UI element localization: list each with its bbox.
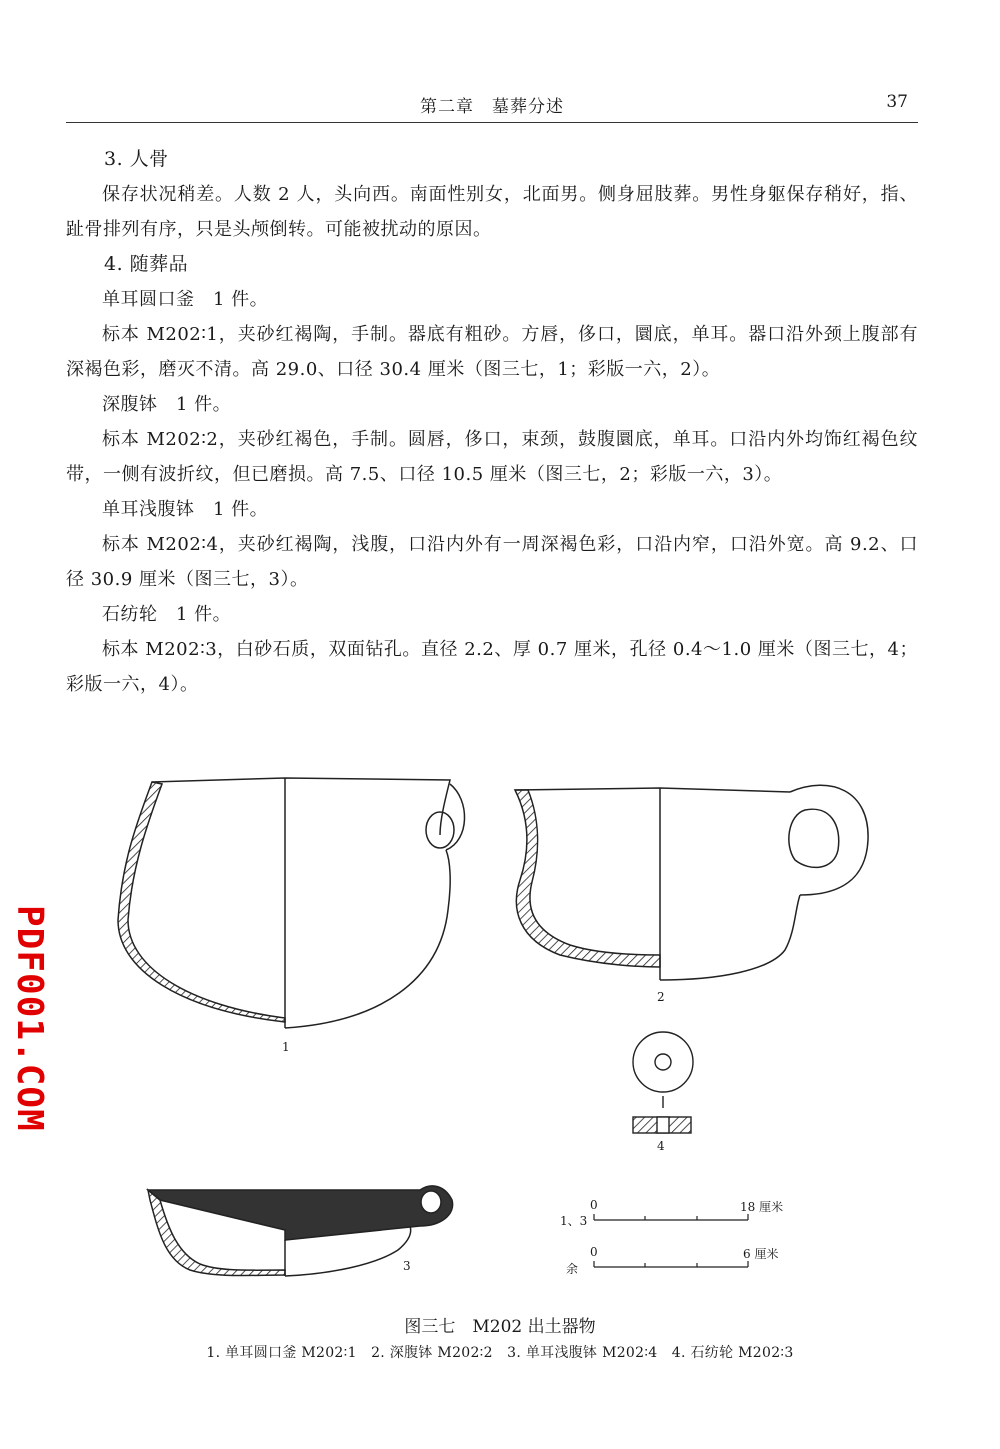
item-desc-2: 标本 M202∶2，夹砂红褐色，手制。圆唇，侈口，束颈，鼓腹圜底，单耳。口沿内外均饰红褐色纹带，一侧有波折纹，但已磨损。高 7.5、口径 10.5 厘米（图三七，2；彩版一六，3）。	[66, 429, 918, 485]
figure-legend: 1. 单耳圆口釜 M202∶1 2. 深腹钵 M202∶2 3. 单耳浅腹钵 M202∶4 4. 石纺轮 M202∶3	[206, 1345, 794, 1361]
watermark-text: PDF001.COM	[9, 905, 50, 1132]
figure-label-2: 2	[657, 990, 665, 1004]
artifact-drawings	[0, 760, 1000, 1320]
section-heading-bones: 3. 人骨	[104, 148, 169, 170]
body-text	[66, 142, 918, 702]
scale2-group-label: 余	[566, 1262, 579, 1276]
scale1-group-label: 1、3	[560, 1214, 588, 1228]
artifact-1-cauldron-drawing	[118, 778, 465, 1028]
item-name-3: 单耳浅腹钵 1 件。	[102, 499, 269, 520]
scale-bars	[594, 1214, 748, 1267]
scale1-zero: 0	[590, 1198, 598, 1212]
item-desc-1: 标本 M202∶1，夹砂红褐陶，手制。器底有粗砂。方唇，侈口，圜底，单耳。器口沿外颈上腹部有深褐色彩，磨灭不清。高 29.0、口径 30.4 厘米（图三七，1；彩版一六，2）。	[66, 324, 918, 380]
figure-label-3: 3	[403, 1259, 411, 1273]
artifact-2-bowl-drawing	[515, 785, 868, 980]
chapter-title: 第二章 墓葬分述	[420, 97, 564, 117]
scale2-end: 6 厘米	[743, 1247, 779, 1261]
figure-37	[0, 760, 1000, 1320]
item-name-1: 单耳圆口釜 1 件。	[102, 289, 269, 310]
figure-caption: 图三七 M202 出土器物	[404, 1317, 596, 1337]
item-name-4: 石纺轮 1 件。	[102, 604, 232, 625]
item-desc-3: 标本 M202∶4，夹砂红褐陶，浅腹，口沿内外有一周深褐色彩，口沿内窄，口沿外宽。高 9.2、口径 30.9 厘米（图三七，3）。	[66, 534, 918, 590]
page-number: 37	[886, 92, 908, 112]
item-desc-4: 标本 M202∶3，白砂石质，双面钻孔。直径 2.2、厚 0.7 厘米，孔径 0.4～1.0 厘米（图三七，4；彩版一六，4）。	[66, 639, 918, 695]
figure-label-4: 4	[657, 1139, 665, 1153]
scale2-zero: 0	[590, 1245, 598, 1259]
item-name-2: 深腹钵 1 件。	[102, 394, 232, 415]
figure-label-1: 1	[282, 1040, 290, 1054]
artifact-4-spindle-whorl-drawing	[633, 1032, 693, 1133]
section-heading-grave-goods: 4. 随葬品	[104, 253, 189, 275]
paragraph-bones: 保存状况稍差。人数 2 人，头向西。南面性别女，北面男。侧身屈肢葬。男性身躯保存稍好，指、趾骨排列有序，只是头颅倒转。可能被扰动的原因。	[66, 184, 918, 240]
running-header	[66, 90, 918, 123]
scale1-end: 18 厘米	[740, 1200, 784, 1214]
